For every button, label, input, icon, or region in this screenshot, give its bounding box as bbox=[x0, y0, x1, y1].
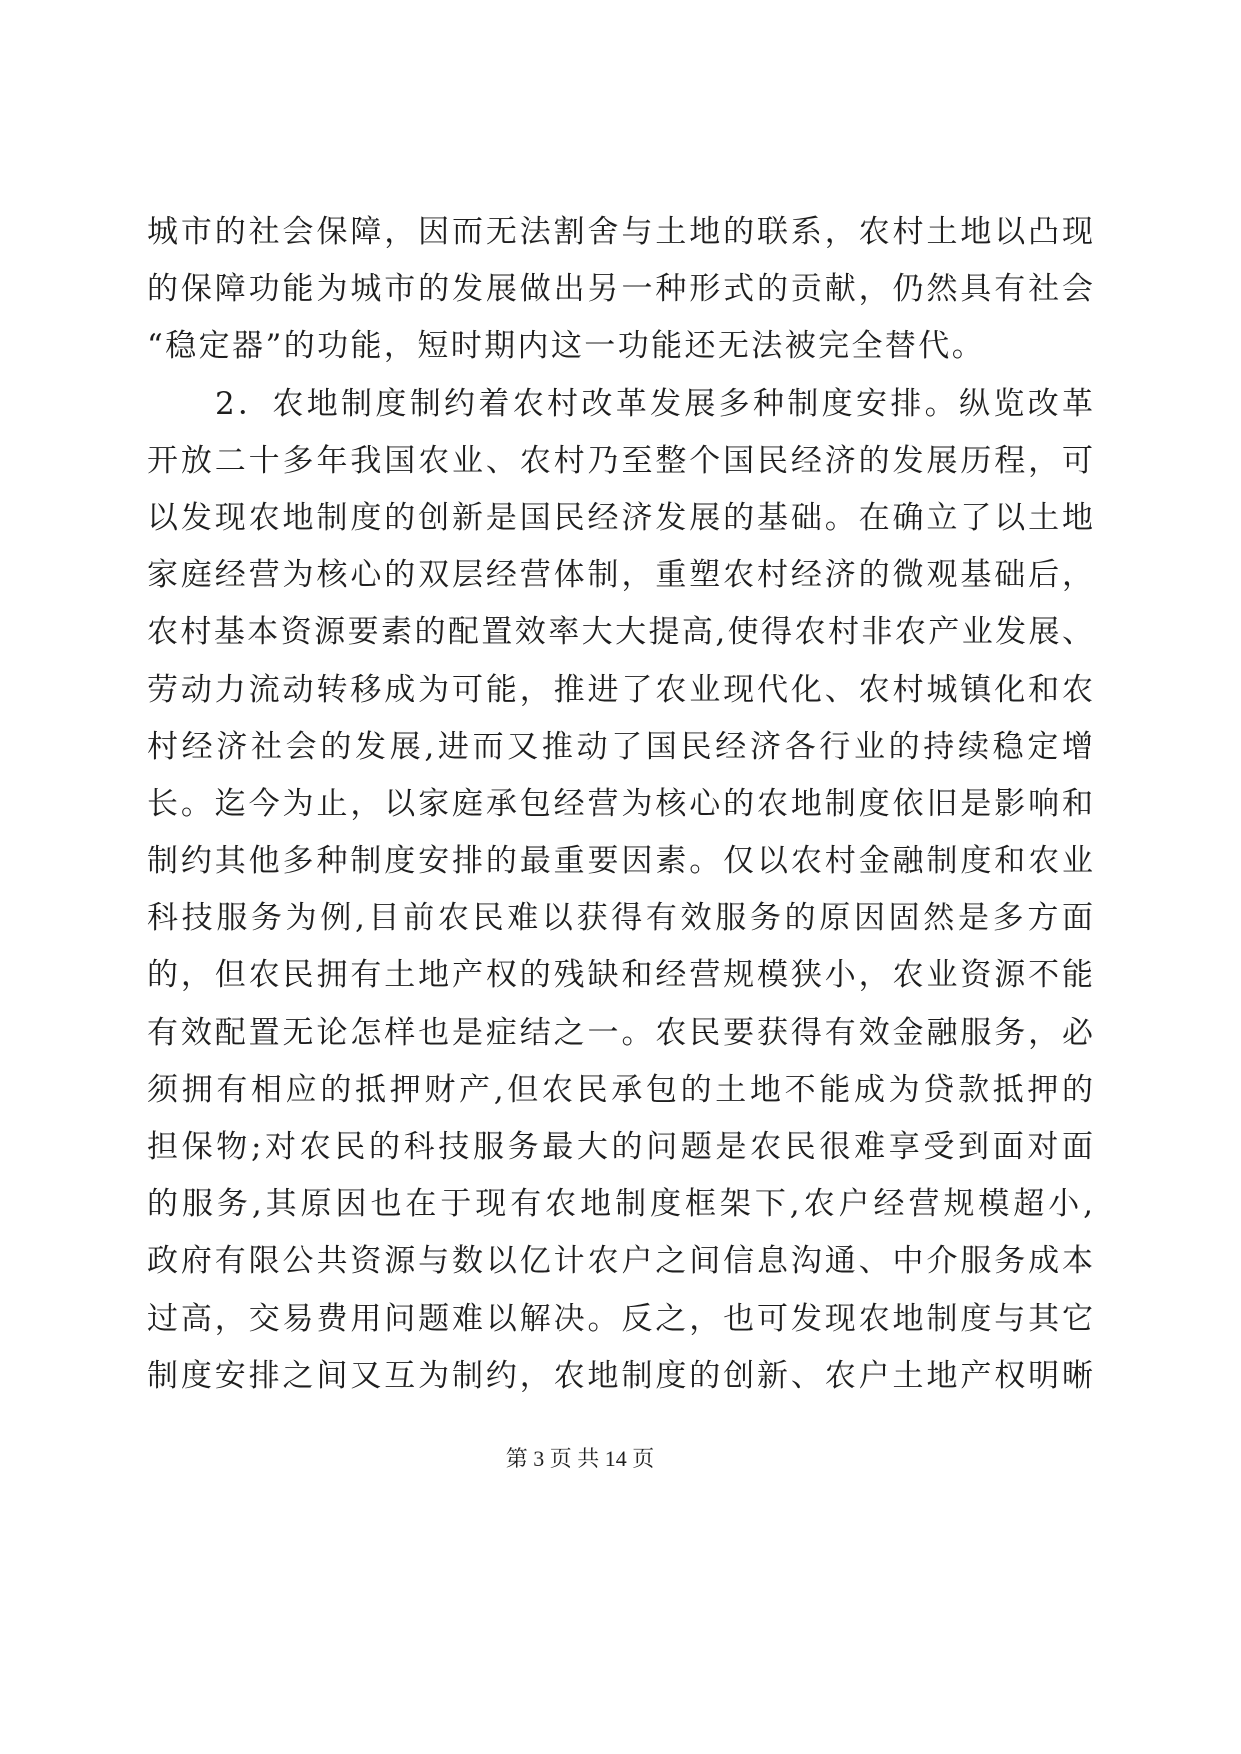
text-line: 制约其他多种制度安排的最重要因素。仅以农村金融制度和农业 bbox=[147, 843, 1095, 880]
text-line: 开放二十多年我国农业、农村乃至整个国民经济的发展历程，可 bbox=[147, 442, 1095, 479]
text-line: 的保障功能为城市的发展做出另一种形式的贡献，仍然具有社会 bbox=[147, 271, 1095, 308]
text-line: 长。迄今为止，以家庭承包经营为核心的农地制度依旧是影响和 bbox=[147, 785, 1095, 822]
text-line: 制度安排之间又互为制约，农地制度的创新、农户土地产权明晰 bbox=[147, 1357, 1095, 1394]
text-line: 家庭经营为核心的双层经营体制，重塑农村经济的微观基础后， bbox=[147, 557, 1095, 594]
text-line: 2．农地制度制约着农村改革发展多种制度安排。纵览改革 bbox=[215, 385, 1095, 422]
text-line: 劳动力流动转移成为可能，推进了农业现代化、农村城镇化和农 bbox=[147, 671, 1095, 708]
page-number-footer: 第 3 页 共 14 页 bbox=[505, 1446, 655, 1471]
text-line: 科技服务为例,目前农民难以获得有效服务的原因固然是多方面 bbox=[147, 900, 1095, 937]
text-line: 过高，交易费用问题难以解决。反之，也可发现农地制度与其它 bbox=[147, 1300, 1095, 1337]
text-line: 担保物;对农民的科技服务最大的问题是农民很难享受到面对面 bbox=[147, 1129, 1095, 1165]
text-line: 农村基本资源要素的配置效率大大提高,使得农村非农产业发展、 bbox=[147, 614, 1095, 651]
text-line: 的，但农民拥有土地产权的残缺和经营规模狭小，农业资源不能 bbox=[147, 957, 1095, 994]
text-line: 的服务,其原因也在于现有农地制度框架下,农户经营规模超小, bbox=[147, 1186, 1095, 1223]
text-line: 须拥有相应的抵押财产,但农民承包的土地不能成为贷款抵押的 bbox=[147, 1071, 1095, 1108]
text-line: 有效配置无论怎样也是症结之一。农民要获得有效金融服务，必 bbox=[147, 1014, 1095, 1051]
text-line: 政府有限公共资源与数以亿计农户之间信息沟通、中介服务成本 bbox=[147, 1243, 1095, 1280]
text-line: 村经济社会的发展,进而又推动了国民经济各行业的持续稳定增 bbox=[147, 728, 1095, 765]
document-body bbox=[147, 204, 1095, 1405]
text-line: 城市的社会保障，因而无法割舍与土地的联系，农村土地以凸现 bbox=[147, 214, 1095, 250]
text-line: 以发现农地制度的创新是国民经济发展的基础。在确立了以土地 bbox=[147, 499, 1095, 536]
text-line: “稳定器”的功能，短时期内这一功能还无法被完全替代。 bbox=[147, 328, 986, 365]
